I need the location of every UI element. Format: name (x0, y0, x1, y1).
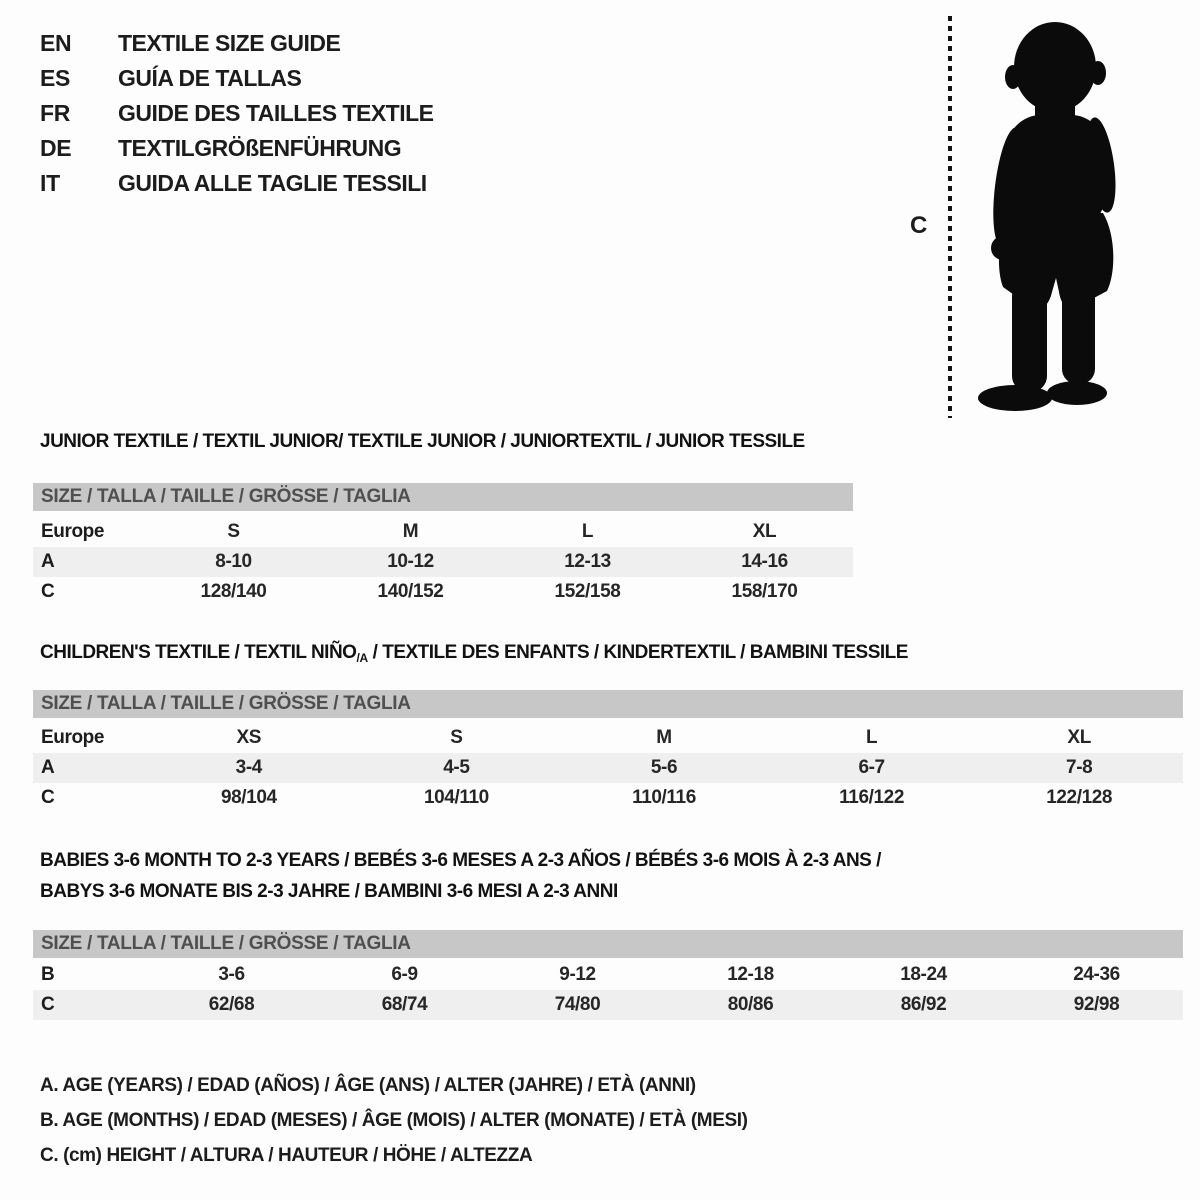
lang-code: DE (40, 135, 72, 161)
height-cell: 140/152 (377, 581, 444, 602)
height-cell: 92/98 (1073, 994, 1120, 1015)
lang-code: FR (40, 100, 71, 126)
junior-section-title: JUNIOR TEXTILE / TEXTIL JUNIOR/ TEXTILE JUNIOR / JUNIORTEXTIL / JUNIOR TESSILE (40, 431, 805, 452)
size-cell: S (227, 521, 240, 542)
age-cell: 24-36 (1073, 964, 1120, 985)
junior-size-header: SIZE / TALLA / TAILLE / GRÖSSE / TAGLIA (33, 483, 853, 511)
row-label: Europe (41, 727, 105, 748)
size-cell: XL (1067, 727, 1091, 748)
age-cell: 8-10 (215, 551, 252, 572)
height-cell: 68/74 (381, 994, 428, 1015)
height-cell: 62/68 (208, 994, 255, 1015)
height-cell: 116/122 (839, 787, 904, 808)
table-row (33, 990, 1183, 1020)
height-cell: 158/170 (731, 581, 798, 602)
height-measure-label: C (910, 212, 928, 239)
babies-table (33, 930, 1183, 1015)
language-list (40, 26, 434, 201)
age-cell: 4-5 (443, 757, 470, 778)
table-row (33, 517, 853, 547)
legend (40, 1068, 748, 1173)
lang-row-en (40, 26, 434, 61)
size-cell: S (450, 727, 463, 748)
junior-table (33, 483, 853, 602)
lang-row-de (40, 131, 434, 166)
lang-label: GUIDE DES TAILLES TEXTILE (118, 100, 434, 126)
children-title-sub: /A (356, 651, 368, 665)
height-measure-dashed-line (948, 16, 952, 418)
height-cell: 152/158 (554, 581, 621, 602)
height-cell: 110/116 (632, 787, 696, 808)
size-cell: XL (752, 521, 777, 542)
height-cell: 86/92 (900, 994, 947, 1015)
lang-row-es (40, 61, 434, 96)
height-cell: 80/86 (727, 994, 774, 1015)
row-label: A (41, 757, 55, 778)
size-cell: L (581, 521, 594, 542)
size-cell: L (865, 727, 878, 748)
row-label: B (41, 964, 55, 985)
age-cell: 12-13 (564, 551, 611, 572)
legend-line-b: B. AGE (MONTHS) / EDAD (MESES) / ÂGE (MOIS) / ALTER (MONATE) / ETÀ (MESI) (40, 1110, 748, 1131)
age-cell: 18-24 (900, 964, 947, 985)
table-row (33, 577, 853, 607)
age-cell: 3-4 (235, 757, 262, 778)
row-label: Europe (41, 521, 105, 542)
row-label: C (41, 994, 55, 1015)
age-cell: 6-9 (391, 964, 418, 985)
lang-code: ES (40, 65, 71, 91)
lang-code: IT (40, 170, 60, 196)
height-cell: 104/110 (423, 787, 489, 808)
table-row (33, 723, 1183, 753)
age-cell: 14-16 (741, 551, 788, 572)
lang-label: GUIDA ALLE TAGLIE TESSILI (118, 170, 427, 196)
lang-label: TEXTILGRÖßENFÜHRUNG (118, 135, 402, 161)
size-cell: M (656, 727, 672, 748)
age-cell: 5-6 (650, 757, 678, 778)
legend-line-c: C. (cm) HEIGHT / ALTURA / HAUTEUR / HÖHE / ALTEZZA (40, 1145, 533, 1166)
children-table (33, 690, 1183, 808)
table-row (33, 960, 1183, 990)
babies-section-title-line1: BABIES 3-6 MONTH TO 2-3 YEARS / BEBÉS 3-6 MESES A 2-3 AÑOS / BÉBÉS 3-6 MOIS À 2-3 ANS / (40, 850, 881, 871)
row-label: A (41, 551, 55, 572)
lang-code: EN (40, 30, 72, 56)
table-row (33, 753, 1183, 783)
height-cell: 98/104 (220, 787, 277, 808)
toddler-silhouette (965, 15, 1140, 420)
children-section-title (40, 641, 908, 670)
age-cell: 3-6 (218, 964, 245, 985)
children-size-header: SIZE / TALLA / TAILLE / GRÖSSE / TAGLIA (33, 690, 1183, 718)
children-title-part: CHILDREN'S TEXTILE / TEXTIL NIÑO (40, 642, 357, 663)
age-cell: 6-7 (858, 757, 885, 778)
row-label: C (41, 581, 55, 602)
age-cell: 10-12 (387, 551, 434, 572)
height-cell: 74/80 (554, 994, 601, 1015)
height-cell: 122/128 (1046, 787, 1113, 808)
size-cell: XS (236, 727, 262, 748)
lang-row-it (40, 166, 434, 201)
size-cell: M (402, 521, 419, 542)
row-label: C (41, 787, 55, 808)
lang-row-fr (40, 96, 434, 131)
table-row (33, 547, 853, 577)
table-row (33, 783, 1183, 813)
age-cell: 9-12 (559, 964, 596, 985)
height-cell: 128/140 (200, 581, 267, 602)
age-cell: 7-8 (1066, 757, 1093, 778)
lang-label: TEXTILE SIZE GUIDE (118, 30, 341, 56)
babies-section-title-line2: BABYS 3-6 MONATE BIS 2-3 JAHRE / BAMBINI 3-6 MESI A 2-3 ANNI (40, 881, 618, 902)
age-cell: 12-18 (727, 964, 774, 985)
children-title-part: / TEXTILE DES ENFANTS / KINDERTEXTIL / BAMBINI TESSILE (367, 642, 908, 663)
babies-size-header: SIZE / TALLA / TAILLE / GRÖSSE / TAGLIA (33, 930, 1183, 958)
legend-line-a: A. AGE (YEARS) / EDAD (AÑOS) / ÂGE (ANS) / ALTER (JAHRE) / ETÀ (ANNI) (40, 1075, 696, 1096)
lang-label: GUÍA DE TALLAS (118, 65, 302, 91)
